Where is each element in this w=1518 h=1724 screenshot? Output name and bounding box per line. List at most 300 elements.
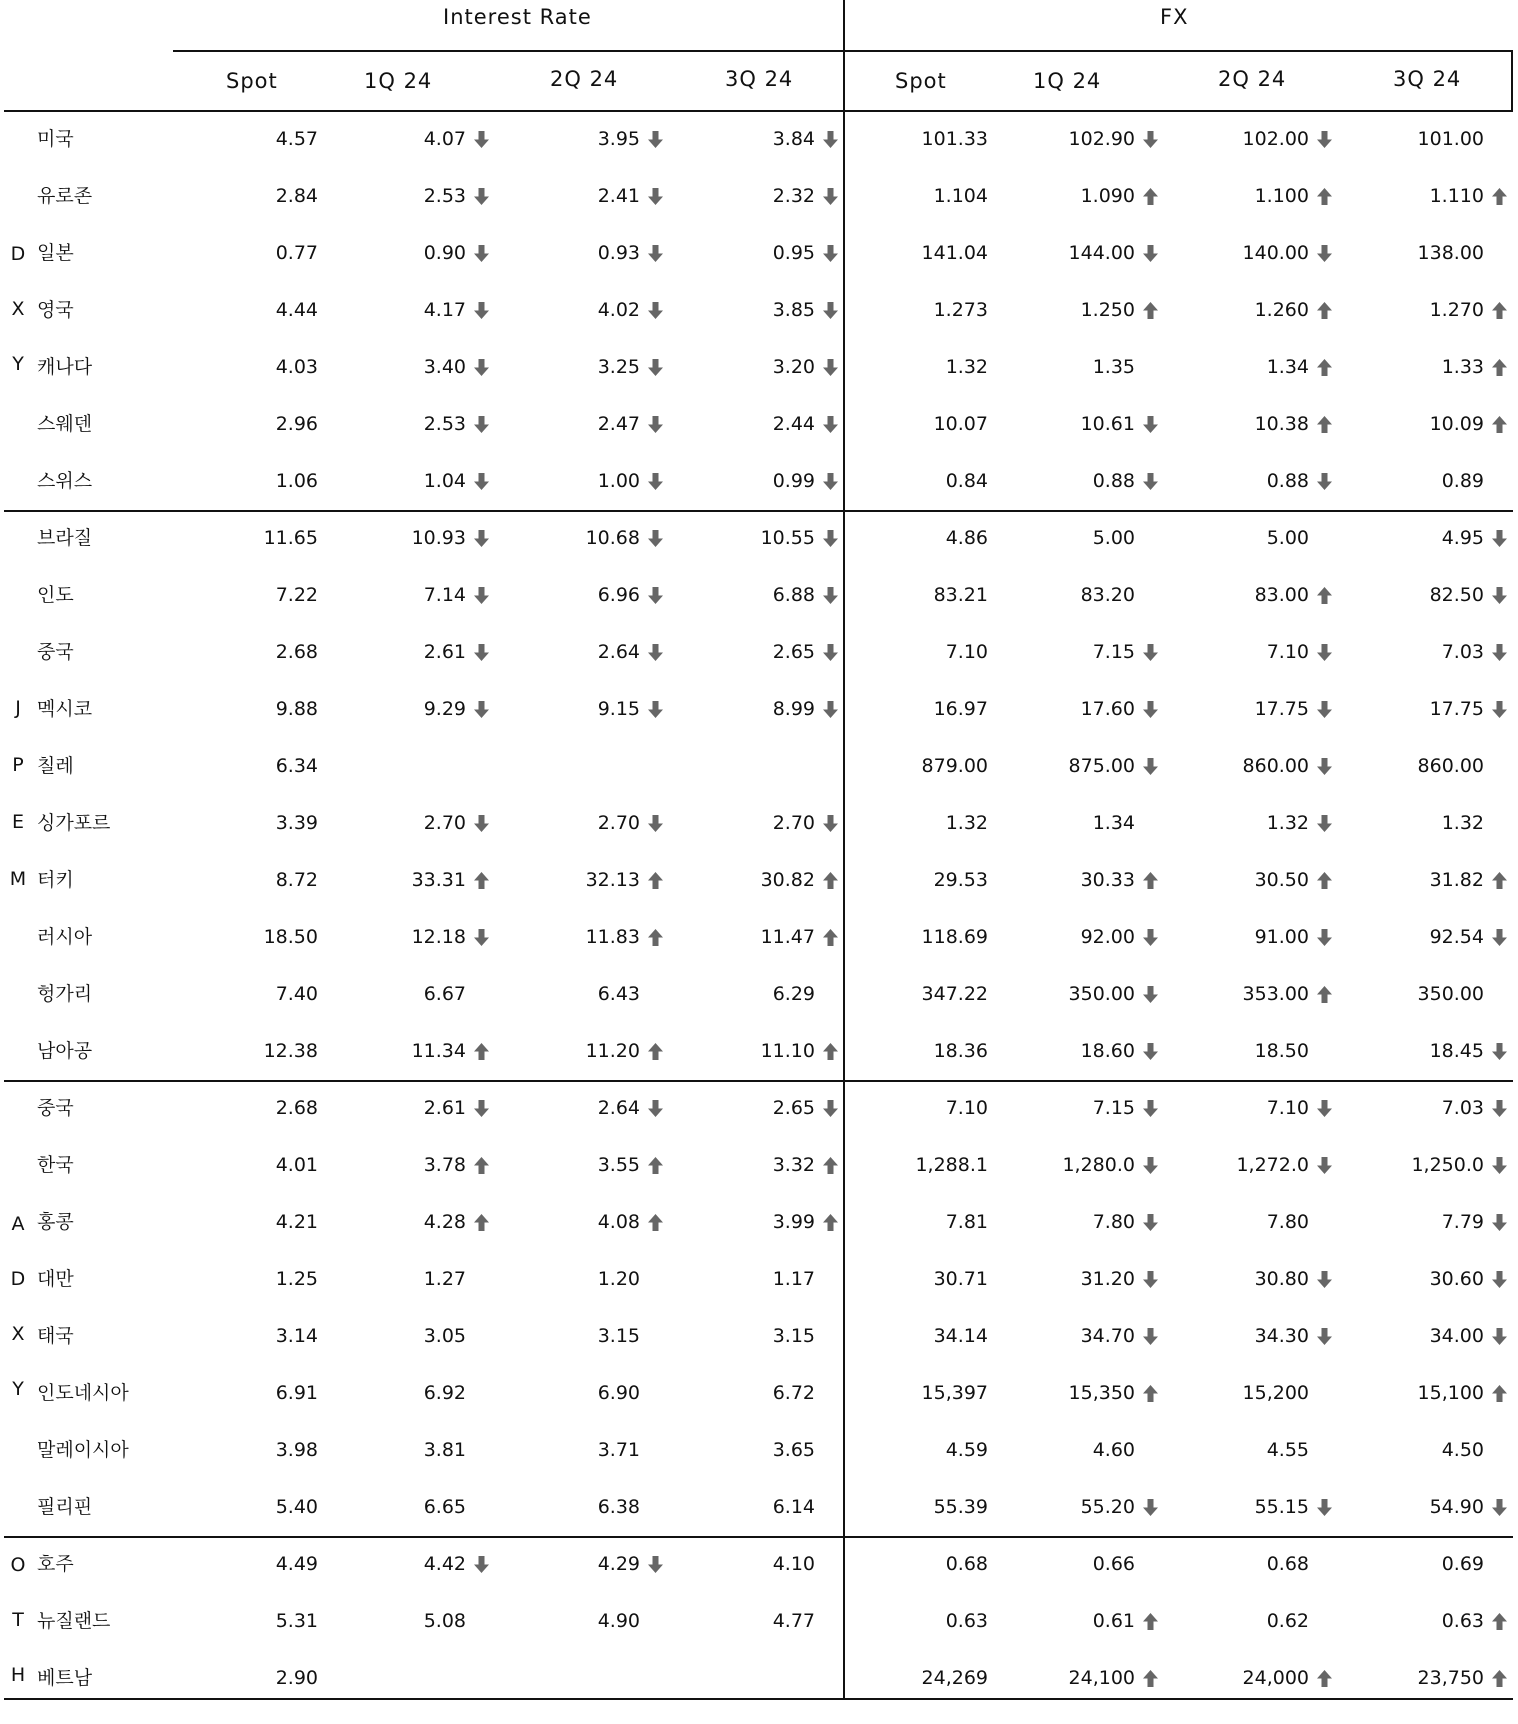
fx-value: 1,288.1 [915,1154,988,1176]
arrow-down-icon [647,814,664,833]
group-label-letter: M [9,867,27,890]
fx-value: 0.68 [1266,1553,1309,1575]
ir-value: 5.08 [423,1610,466,1632]
ir-value: 4.03 [275,356,318,378]
country-name: 중국 [37,1097,74,1119]
table-row [0,111,1518,168]
arrow-down-icon [1316,472,1333,491]
ir-value: 6.91 [275,1382,318,1404]
arrow-down-icon [1491,1213,1508,1232]
country-name: 호주 [37,1553,74,1575]
ir-value: 4.28 [423,1211,466,1233]
fx-value: 5.00 [1266,527,1309,549]
ir-value: 12.18 [411,926,466,948]
arrow-down-icon [1491,529,1508,548]
arrow-up-icon [647,1156,664,1175]
fx-value: 83.20 [1080,584,1135,606]
ir-value: 18.50 [263,926,318,948]
table-row [0,1137,1518,1194]
arrow-down-icon [1316,757,1333,776]
ir-value: 6.72 [772,1382,815,1404]
fx-value: 15,397 [921,1382,988,1404]
ir-value: 2.53 [423,185,466,207]
arrow-down-icon [1142,1156,1159,1175]
fx-value: 10.07 [933,413,988,435]
ir-value: 0.99 [772,470,815,492]
arrow-down-icon [473,1099,490,1118]
fx-value: 31.82 [1429,869,1484,891]
fx-value: 4.59 [945,1439,988,1461]
country-name: 태국 [37,1325,74,1347]
arrow-up-icon [1316,187,1333,206]
ir-value: 4.21 [275,1211,318,1233]
ir-value: 1.00 [597,470,640,492]
arrow-up-icon [473,1156,490,1175]
ir-value: 2.84 [275,185,318,207]
fx-value: 350.00 [1068,983,1135,1005]
ir-value: 6.92 [423,1382,466,1404]
fx-value: 0.66 [1092,1553,1135,1575]
country-name: 인도네시아 [37,1382,129,1404]
fx-value: 1.34 [1092,812,1135,834]
ir-value: 3.65 [772,1439,815,1461]
fx-value: 0.61 [1092,1610,1135,1632]
fx-value: 1.250 [1080,299,1135,321]
ir-value: 2.44 [772,413,815,435]
arrow-down-icon [1316,1498,1333,1517]
ir-value: 6.90 [597,1382,640,1404]
fx-col-3q24: 3Q 24 [1393,67,1462,91]
group-label-letter: A [11,1212,25,1235]
arrow-down-icon [1491,1270,1508,1289]
country-name: 러시아 [37,926,93,948]
country-name: 터키 [37,869,74,891]
ir-value: 4.49 [275,1553,318,1575]
arrow-down-icon [1142,985,1159,1004]
country-name: 중국 [37,641,74,663]
ir-value: 11.47 [760,926,815,948]
arrow-up-icon [822,1213,839,1232]
arrow-up-icon [647,928,664,947]
ir-value: 2.61 [423,641,466,663]
arrow-down-icon [822,643,839,662]
arrow-up-icon [1491,358,1508,377]
fx-value: 102.90 [1068,128,1135,150]
fx-value: 83.21 [933,584,988,606]
table-row [0,225,1518,282]
fx-value: 7.10 [945,1097,988,1119]
fx-value: 144.00 [1068,242,1135,264]
fx-value: 29.53 [933,869,988,891]
ir-value: 3.20 [772,356,815,378]
arrow-down-icon [822,130,839,149]
ir-value: 0.77 [275,242,318,264]
ir-value: 3.05 [423,1325,466,1347]
fx-value: 31.20 [1080,1268,1135,1290]
arrow-up-icon [1316,586,1333,605]
ir-value: 4.42 [423,1553,466,1575]
fx-value: 101.00 [1417,128,1484,150]
arrow-down-icon [1142,1099,1159,1118]
ir-value: 5.31 [275,1610,318,1632]
arrow-down-icon [647,1555,664,1574]
arrow-down-icon [473,1555,490,1574]
ir-value: 5.40 [275,1496,318,1518]
group-label-letter: Y [12,1377,24,1400]
country-name: 캐나다 [37,356,93,378]
group-label-letter: O [10,1553,26,1576]
ir-value: 4.44 [275,299,318,321]
ir-value: 3.85 [772,299,815,321]
arrow-down-icon [473,529,490,548]
arrow-down-icon [822,358,839,377]
fx-value: 7.03 [1441,641,1484,663]
arrow-up-icon [1491,1384,1508,1403]
fx-value: 1.110 [1429,185,1484,207]
arrow-down-icon [822,187,839,206]
fx-value: 17.75 [1254,698,1309,720]
fx-value: 1.260 [1254,299,1309,321]
fx-value: 0.63 [1441,1610,1484,1632]
arrow-up-icon [822,928,839,947]
ir-value: 6.14 [772,1496,815,1518]
fx-value: 102.00 [1242,128,1309,150]
ir-value: 9.88 [275,698,318,720]
arrow-up-icon [1491,871,1508,890]
fx-value: 30.71 [933,1268,988,1290]
fx-value: 17.75 [1429,698,1484,720]
fx-value: 0.84 [945,470,988,492]
table-row [0,681,1518,738]
arrow-down-icon [1491,1498,1508,1517]
arrow-down-icon [473,643,490,662]
ir-value: 32.13 [585,869,640,891]
fx-value: 23,750 [1417,1667,1484,1689]
arrow-down-icon [1491,1099,1508,1118]
arrow-down-icon [1316,1099,1333,1118]
arrow-up-icon [822,1042,839,1061]
arrow-up-icon [1142,1669,1159,1688]
fx-value: 7.15 [1092,1097,1135,1119]
arrow-down-icon [1316,928,1333,947]
ir-value: 0.95 [772,242,815,264]
table-row [0,1650,1518,1707]
fx-value: 7.10 [1266,641,1309,663]
arrow-up-icon [1491,1669,1508,1688]
ir-value: 1.17 [772,1268,815,1290]
ir-value: 2.47 [597,413,640,435]
interest-rate-header: Interest Rate [443,5,592,29]
fx-value: 1.32 [1266,812,1309,834]
ir-value: 4.10 [772,1553,815,1575]
ir-value: 1.20 [597,1268,640,1290]
fx-value: 18.60 [1080,1040,1135,1062]
arrow-down-icon [647,415,664,434]
table-row [0,510,1518,567]
arrow-down-icon [1491,1042,1508,1061]
arrow-up-icon [1491,187,1508,206]
ir-value: 4.90 [597,1610,640,1632]
ir-value: 4.77 [772,1610,815,1632]
arrow-down-icon [1142,757,1159,776]
fx-col-1q24: 1Q 24 [1033,69,1102,93]
ir-value: 6.29 [772,983,815,1005]
ir-col-1q24: 1Q 24 [364,69,433,93]
ir-value: 2.64 [597,641,640,663]
ir-value: 11.20 [585,1040,640,1062]
fx-value: 141.04 [921,242,988,264]
country-name: 스웨덴 [37,413,93,435]
ir-value: 2.70 [597,812,640,834]
table-row [0,1479,1518,1536]
ir-value: 7.14 [423,584,466,606]
fx-value: 860.00 [1242,755,1309,777]
fx-value: 1.34 [1266,356,1309,378]
arrow-down-icon [1491,928,1508,947]
fx-value: 347.22 [921,983,988,1005]
ir-value: 2.61 [423,1097,466,1119]
fx-value: 15,100 [1417,1382,1484,1404]
fx-value: 0.89 [1441,470,1484,492]
country-name: 대만 [37,1268,74,1290]
fx-value: 1.32 [945,356,988,378]
table-row [0,339,1518,396]
arrow-down-icon [822,415,839,434]
fx-value: 30.80 [1254,1268,1309,1290]
fx-value: 34.70 [1080,1325,1135,1347]
fx-value: 7.15 [1092,641,1135,663]
arrow-down-icon [1142,1270,1159,1289]
arrow-down-icon [647,130,664,149]
ir-value: 10.55 [760,527,815,549]
fx-col-2q24: 2Q 24 [1218,67,1287,91]
ir-value: 12.38 [263,1040,318,1062]
ir-value: 3.14 [275,1325,318,1347]
table-row [0,1308,1518,1365]
fx-value: 18.36 [933,1040,988,1062]
fx-value: 1.270 [1429,299,1484,321]
arrow-down-icon [473,814,490,833]
ir-value: 6.88 [772,584,815,606]
fx-value: 34.00 [1429,1325,1484,1347]
fx-value: 55.20 [1080,1496,1135,1518]
fx-value: 18.50 [1254,1040,1309,1062]
ir-value: 6.43 [597,983,640,1005]
ir-value: 2.65 [772,1097,815,1119]
ir-value: 11.65 [263,527,318,549]
fx-value: 0.63 [945,1610,988,1632]
arrow-down-icon [822,301,839,320]
fx-value: 1.104 [933,185,988,207]
fx-value: 1,250.0 [1411,1154,1484,1176]
arrow-down-icon [1142,1327,1159,1346]
arrow-down-icon [1142,415,1159,434]
group-label-letter: P [12,753,24,776]
arrow-down-icon [1142,244,1159,263]
fx-value: 15,350 [1068,1382,1135,1404]
arrow-down-icon [473,130,490,149]
fx-value: 15,200 [1242,1382,1309,1404]
arrow-up-icon [1491,415,1508,434]
fx-value: 0.88 [1092,470,1135,492]
arrow-up-icon [1316,358,1333,377]
ir-value: 2.70 [423,812,466,834]
country-name: 멕시코 [37,698,93,720]
arrow-up-icon [1142,187,1159,206]
fx-value: 30.60 [1429,1268,1484,1290]
table-row [0,966,1518,1023]
ir-value: 3.40 [423,356,466,378]
ir-value: 3.78 [423,1154,466,1176]
arrow-up-icon [1491,1612,1508,1631]
table-row [0,909,1518,966]
ir-value: 6.38 [597,1496,640,1518]
fx-value: 4.50 [1441,1439,1484,1461]
country-name: 유로존 [37,185,93,207]
fx-value: 140.00 [1242,242,1309,264]
arrow-down-icon [473,187,490,206]
group-label-letter: X [11,1322,25,1345]
table-row [0,624,1518,681]
ir-value: 2.68 [275,1097,318,1119]
fx-value: 10.61 [1080,413,1135,435]
arrow-down-icon [1316,1327,1333,1346]
table-row [0,282,1518,339]
fx-value: 54.90 [1429,1496,1484,1518]
country-name: 뉴질랜드 [37,1610,111,1632]
fx-value: 82.50 [1429,584,1484,606]
fx-value: 91.00 [1254,926,1309,948]
ir-value: 1.06 [275,470,318,492]
country-name: 헝가리 [37,983,93,1005]
ir-value: 1.25 [275,1268,318,1290]
table-row [0,1023,1518,1080]
ir-value: 11.10 [760,1040,815,1062]
fx-value: 7.10 [1266,1097,1309,1119]
fx-value: 55.39 [933,1496,988,1518]
fx-value: 30.50 [1254,869,1309,891]
arrow-down-icon [1142,1042,1159,1061]
arrow-down-icon [822,472,839,491]
fx-value: 24,000 [1242,1667,1309,1689]
arrow-down-icon [1316,814,1333,833]
ir-col-spot: Spot [226,69,278,93]
ir-value: 8.99 [772,698,815,720]
arrow-up-icon [1316,985,1333,1004]
fx-value: 1.090 [1080,185,1135,207]
ir-value: 3.55 [597,1154,640,1176]
table-row [0,1365,1518,1422]
fx-value: 1.100 [1254,185,1309,207]
group-label-letter: D [10,242,26,265]
arrow-up-icon [647,1213,664,1232]
arrow-up-icon [822,1156,839,1175]
arrow-down-icon [647,244,664,263]
arrow-down-icon [647,1099,664,1118]
arrow-down-icon [822,586,839,605]
arrow-down-icon [822,700,839,719]
group-label-letter: H [10,1663,26,1686]
fx-value: 875.00 [1068,755,1135,777]
fx-col-spot: Spot [895,69,947,93]
ir-value: 2.41 [597,185,640,207]
fx-value: 24,100 [1068,1667,1135,1689]
arrow-up-icon [1316,301,1333,320]
ir-value: 6.96 [597,584,640,606]
arrow-down-icon [647,700,664,719]
arrow-down-icon [1142,130,1159,149]
fx-value: 1.33 [1441,356,1484,378]
group-label-letter: X [11,297,25,320]
country-name: 싱가포르 [37,812,111,834]
arrow-down-icon [647,643,664,662]
arrow-up-icon [1316,1669,1333,1688]
fx-value: 55.15 [1254,1496,1309,1518]
country-name: 브라질 [37,527,93,549]
fx-value: 138.00 [1417,242,1484,264]
fx-value: 118.69 [921,926,988,948]
arrow-down-icon [473,472,490,491]
arrow-down-icon [473,244,490,263]
ir-value: 2.70 [772,812,815,834]
country-name: 필리핀 [37,1496,93,1518]
ir-value: 3.81 [423,1439,466,1461]
arrow-up-icon [1316,871,1333,890]
arrow-up-icon [647,1042,664,1061]
arrow-down-icon [1491,643,1508,662]
table-row [0,1593,1518,1650]
arrow-down-icon [647,187,664,206]
arrow-up-icon [473,1042,490,1061]
arrow-up-icon [1142,1612,1159,1631]
arrow-down-icon [1316,643,1333,662]
fx-value: 1.35 [1092,356,1135,378]
ir-value: 10.93 [411,527,466,549]
arrow-down-icon [1142,1498,1159,1517]
fx-value: 0.68 [945,1553,988,1575]
fx-value: 0.69 [1441,1553,1484,1575]
country-name: 한국 [37,1154,74,1176]
country-name: 미국 [37,128,74,150]
arrow-up-icon [1491,301,1508,320]
ir-value: 3.25 [597,356,640,378]
arrow-down-icon [1142,472,1159,491]
ir-value: 2.53 [423,413,466,435]
fx-value: 7.10 [945,641,988,663]
arrow-down-icon [473,586,490,605]
arrow-down-icon [647,301,664,320]
fx-value: 1.32 [945,812,988,834]
arrow-up-icon [473,871,490,890]
arrow-down-icon [1142,1213,1159,1232]
fx-value: 0.88 [1266,470,1309,492]
ir-value: 2.96 [275,413,318,435]
ir-value: 3.39 [275,812,318,834]
ir-col-2q24: 2Q 24 [550,67,619,91]
fx-value: 34.14 [933,1325,988,1347]
arrow-down-icon [822,244,839,263]
fx-value: 30.33 [1080,869,1135,891]
ir-value: 4.17 [423,299,466,321]
arrow-down-icon [1491,1327,1508,1346]
header-right-border [1511,50,1513,112]
fx-value: 10.38 [1254,413,1309,435]
fx-value: 7.81 [945,1211,988,1233]
table-row [0,567,1518,624]
arrow-down-icon [1491,700,1508,719]
fx-value: 16.97 [933,698,988,720]
table-row [0,453,1518,510]
